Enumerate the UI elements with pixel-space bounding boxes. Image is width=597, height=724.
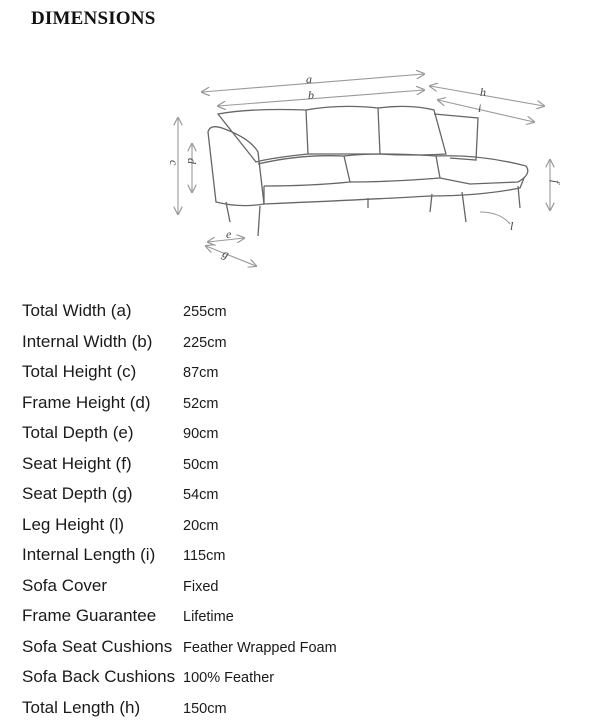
seat-cushion-left <box>258 156 350 186</box>
spec-value: 52cm <box>183 396 218 412</box>
sofa-dimensions-diagram <box>160 62 580 282</box>
chaise-cushion <box>436 156 528 184</box>
spec-label: Internal Length (i) <box>22 545 155 565</box>
spec-row-internal-width <box>22 328 582 359</box>
specifications-list <box>22 297 582 724</box>
spec-value: 100% Feather <box>183 670 274 686</box>
spec-label: Total Depth (e) <box>22 423 134 443</box>
spec-row-seat-depth <box>22 480 582 511</box>
leg-6 <box>518 186 520 208</box>
spec-value: Lifetime <box>183 609 234 625</box>
leg-callout-line <box>480 212 510 224</box>
spec-label: Total Width (a) <box>22 301 132 321</box>
spec-label: Seat Height (f) <box>22 454 132 474</box>
spec-label: Internal Width (b) <box>22 332 152 352</box>
spec-row-total-height <box>22 358 582 389</box>
sofa-line-drawing <box>160 62 580 282</box>
dimension-a-label: a <box>306 72 312 86</box>
spec-row-total-length <box>22 694 582 724</box>
dimension-g-label: g <box>220 246 231 261</box>
spec-value: Fixed <box>183 579 218 595</box>
spec-row-leg-height <box>22 511 582 542</box>
spec-row-seat-cushions <box>22 633 582 664</box>
dimension-h-label: h <box>480 85 486 99</box>
spec-value: 20cm <box>183 518 218 534</box>
spec-value: 50cm <box>183 457 218 473</box>
spec-row-total-width <box>22 297 582 328</box>
spec-label: Total Length (h) <box>22 698 140 718</box>
spec-row-frame-guarantee <box>22 602 582 633</box>
spec-label: Sofa Cover <box>22 576 107 596</box>
back-cushion-left <box>218 110 308 163</box>
spec-row-seat-height <box>22 450 582 481</box>
spec-value: 54cm <box>183 487 218 503</box>
leg-4 <box>430 194 432 212</box>
spec-row-back-cushions <box>22 663 582 694</box>
dimension-c-label: c <box>167 160 181 166</box>
dimension-d-label: d <box>185 158 199 165</box>
spec-value: 150cm <box>183 701 227 717</box>
spec-value: 115cm <box>183 548 225 564</box>
spec-value: 90cm <box>183 426 218 442</box>
leg-2 <box>258 206 260 236</box>
spec-row-frame-height <box>22 389 582 420</box>
dimension-i-label: i <box>478 101 481 115</box>
dimension-h-line <box>430 86 544 106</box>
back-cushion-middle <box>306 106 380 154</box>
spec-label: Sofa Back Cushions <box>22 667 175 687</box>
dimension-l-label: l <box>510 219 514 233</box>
right-arm <box>434 114 478 160</box>
spec-label: Frame Guarantee <box>22 606 156 626</box>
spec-row-sofa-cover <box>22 572 582 603</box>
spec-row-total-depth <box>22 419 582 450</box>
spec-value: 225cm <box>183 335 227 351</box>
spec-label: Sofa Seat Cushions <box>22 637 172 657</box>
spec-label: Seat Depth (g) <box>22 484 133 504</box>
leg-5 <box>462 192 466 222</box>
dimension-b-line <box>218 90 424 106</box>
spec-label: Frame Height (d) <box>22 393 150 413</box>
dimension-e-label: e <box>226 227 232 241</box>
spec-row-internal-length <box>22 541 582 572</box>
dimension-b-label: b <box>308 88 314 102</box>
seat-cushion-middle <box>344 154 440 182</box>
spec-label: Total Height (c) <box>22 362 136 382</box>
section-heading: DIMENSIONS <box>31 8 155 30</box>
dimension-f-label: f <box>549 180 563 185</box>
spec-value: Feather Wrapped Foam <box>183 640 337 656</box>
spec-value: 87cm <box>183 365 218 381</box>
sofa-base <box>264 178 524 204</box>
dimension-i-line <box>438 100 534 122</box>
dimension-g-line <box>206 246 256 266</box>
left-arm <box>208 127 264 206</box>
spec-label: Leg Height (l) <box>22 515 124 535</box>
spec-value: 255cm <box>183 304 227 320</box>
